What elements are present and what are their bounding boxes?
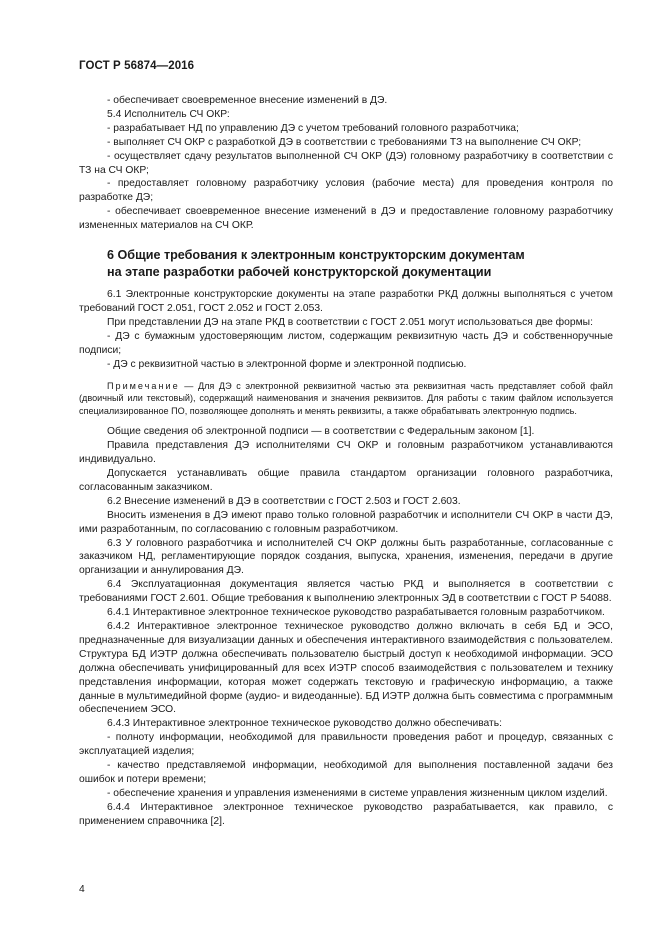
paragraph: 6.1 Электронные конструкторские документы на этапе разработки РКД должны выполняться с учетом требований ГОСТ 2.051, ГОСТ 2.052 и ГОСТ 2.053. <box>79 289 613 314</box>
document-header: ГОСТ Р 56874—2016 <box>79 60 195 72</box>
note-label: Примечание <box>107 380 180 391</box>
list-item: - ДЭ с бумажным удостоверяющим листом, содержащим реквизитную часть ДЭ и собственноручные подписи; <box>79 330 613 356</box>
note <box>79 380 613 418</box>
paragraph: Правила представления ДЭ исполнителями СЧ ОКР и головным разработчиком устанавливаются индивидуально. <box>79 440 613 466</box>
list-item: - разрабатывает НД по управлению ДЭ с учетом требований головного разработчика; <box>107 122 519 134</box>
paragraph: 5.4 Исполнитель СЧ ОКР: <box>107 108 230 120</box>
list-item: - ДЭ с реквизитной частью в электронной форме и электронной подписью. <box>107 358 467 370</box>
list-item: - полноту информации, необходимой для правильности проведения работ и процедур, связанных с эксплуатацией изделия; <box>79 732 613 758</box>
section-heading-line2: на этапе разработки рабочей конструкторской документации <box>107 265 492 280</box>
section-heading-line1: 6 Общие требования к электронным конструкторским документам <box>107 248 525 263</box>
list-item: - осуществляет сдачу результатов выполненной СЧ ОКР (ДЭ) головному разработчику в соответствии с ТЗ на СЧ ОКР; <box>79 150 613 176</box>
paragraph: При представлении ДЭ на этапе РКД в соответствии с ГОСТ 2.051 могут использоваться две формы: <box>107 316 593 328</box>
paragraph: 6.4.4 Интерактивное электронное техническое руководство разрабатывается, как правило, с применением справочника [2]. <box>79 801 613 827</box>
page-number: 4 <box>79 884 85 895</box>
paragraph: 6.4.2 Интерактивное электронное техническое руководство должно включать в себя БД и ЭСО, предназначенные для визуализации данных и обеспечения интерактивного взаимодействия с пользователем. Структура БД ИЭТР должна обеспечивать пользователю быстрый доступ к необходимой информации. ЭСО должна обеспечивать унифицированный для всех ИЭТР способ взаимодействия с пользователем и технику представления информации, которая может содержать текстовую и графическую информацию, а также данные в мультимедийной форме (аудио- и видеоданные). БД ИЭТР должна быть совместима с программным обеспечением ЭСО. <box>79 620 613 716</box>
paragraph: Вносить изменения в ДЭ имеют право только головной разработчик и исполнители СЧ ОКР в части ДЭ, ими разработанным, по согласованию с головным разработчиком. <box>79 509 613 535</box>
paragraph: Допускается устанавливать общие правила стандартом организации головного разработчика, согласованным заказчиком. <box>79 468 613 493</box>
note-text: — Для ДЭ с электронной реквизитной частью эта реквизитная часть представляет собой файл (двоичный или текстовый), содержащий наименования и значения реквизитов. Для работы с таким файлом используется специализированное ПО, позволяющее дополнять и менять реквизиты, а также обрабатывать электронную подпись. <box>79 380 613 416</box>
list-item: - предоставляет головному разработчику условия (рабочие места) для проведения контроля по разработке ДЭ; <box>79 178 613 204</box>
paragraph: 6.4 Эксплуатационная документация является частью РКД и выполняется в соответствии с требованиями ГОСТ 2.601. Общие требования к выполнению электронных ЭД в соответствии с ГОСТ Р 54088. <box>79 579 613 605</box>
list-item: - качество представляемой информации, необходимой для выполнения поставленной задачи без ошибок и потери времени; <box>79 760 613 785</box>
page-content <box>79 94 613 829</box>
paragraph: 6.4.3 Интерактивное электронное техническое руководство должно обеспечивать: <box>107 718 503 730</box>
paragraph: - обеспечивает своевременное внесение изменений в ДЭ. <box>107 95 388 106</box>
paragraph: 6.3 У головного разработчика и исполнителей СЧ ОКР должны быть разработанные, согласованные с заказчиком НД, регламентирующие порядок создания, выпуска, хранения, изменения, передачи в другие организации и аннулирования ДЭ. <box>79 537 613 577</box>
list-item: - выполняет СЧ ОКР с разработкой ДЭ в соответствии с требованиями ТЗ на выполнение СЧ ОКР; <box>107 136 582 148</box>
list-item: - обеспечение хранения и управления изменениями в системе управления жизненным циклом изделий. <box>107 787 608 799</box>
paragraph: 6.4.1 Интерактивное электронное техническое руководство разрабатывается головным разработчиком. <box>107 607 605 619</box>
list-item: - обеспечивает своевременное внесение изменений в ДЭ и предоставление головному разработчику измененных материалов на СЧ ОКР. <box>79 206 613 232</box>
paragraph: Общие сведения об электронной подписи — в соответствии с Федеральным законом [1]. <box>107 426 535 438</box>
paragraph: 6.2 Внесение изменений в ДЭ в соответствии с ГОСТ 2.503 и ГОСТ 2.603. <box>107 495 461 507</box>
